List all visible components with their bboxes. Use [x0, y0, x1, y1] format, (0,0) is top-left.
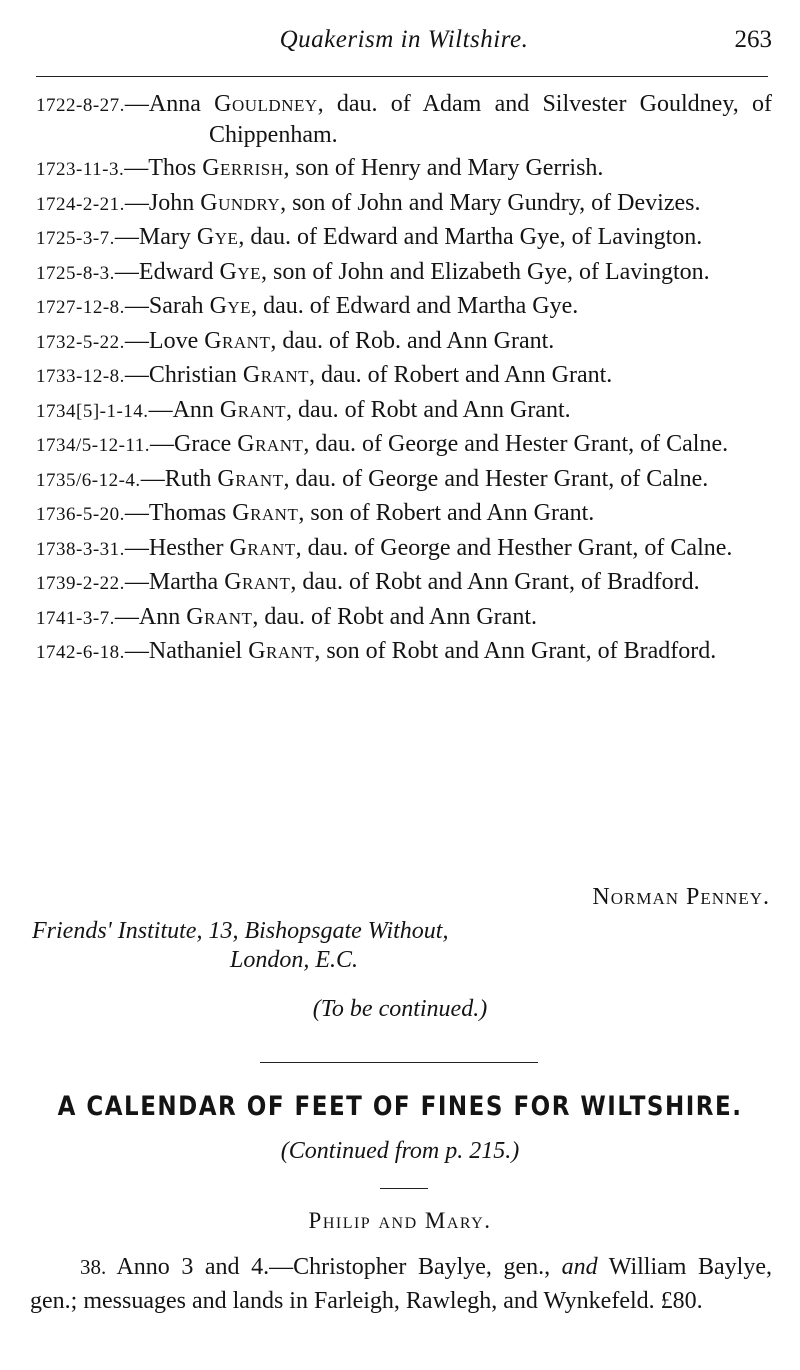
entry-first-name: —Ruth	[140, 465, 212, 492]
reign-heading: Philip and Mary.	[308, 1208, 492, 1233]
author-address-line-2: London, E.C.	[230, 947, 359, 973]
entry-first-name: —Anna	[124, 91, 201, 117]
entry-surname: Gundry	[200, 189, 281, 216]
fine-text-part-1: Anno 3 and 4.—Christopher Baylye, gen.,	[116, 1254, 551, 1280]
entry-date: 1725-8-3.	[36, 262, 115, 284]
entry-first-name: —Thos	[124, 155, 197, 181]
entry-surname: Grant	[217, 465, 284, 492]
entry-date: 1734[5]-1-14.	[36, 400, 149, 422]
entry-surname: Grant	[237, 431, 304, 457]
entry-date: 1738-3-31.	[36, 538, 125, 560]
fine-number: 38.	[80, 1255, 107, 1279]
entry-surname: Grant	[186, 603, 253, 630]
entry-details: , dau. of George and Hester Grant, of Calne.	[283, 465, 709, 492]
entry-first-name: —Grace	[149, 431, 232, 457]
entry-first-name: —Ann	[114, 603, 181, 630]
entry-first-name: —Christian	[124, 362, 237, 388]
entry-date: 1741-3-7.	[36, 607, 115, 629]
entry-details: , son of Henry and Mary Gerrish.	[283, 155, 604, 181]
entry-details: , dau. of Robert and Ann Grant.	[309, 362, 613, 388]
author-address-line-1: Friends' Institute, 13, Bishopsgate Without,	[32, 918, 449, 944]
page-number: 263	[734, 26, 772, 53]
entry-surname: Gye	[196, 224, 239, 250]
register-entry	[36, 327, 772, 358]
register-entry	[36, 292, 772, 323]
fine-conjunction: and	[561, 1254, 598, 1280]
entry-first-name: —Edward	[114, 258, 214, 285]
continued-note: (To be continued.)	[312, 996, 488, 1022]
short-divider	[380, 1188, 428, 1189]
register-entry	[36, 465, 772, 496]
entry-details: , son of John and Mary Gundry, of Devizes.	[280, 189, 701, 216]
entry-details: , dau. of Robt and Ann Grant, of Bradford.	[290, 569, 700, 595]
entry-details: , dau. of Edward and Martha Gye.	[251, 293, 579, 319]
section-divider	[260, 1062, 538, 1063]
entry-details: , dau. of Adam and Silvester Gouldney, of Chippenham.	[209, 91, 773, 148]
entry-surname: Gye	[209, 293, 252, 319]
entry-date: 1739-2-22.	[36, 573, 125, 594]
entry-details: , dau. of George and Hester Grant, of Calne.	[303, 431, 729, 457]
entry-date: 1733-12-8.	[36, 366, 125, 387]
entry-surname: Grant	[219, 396, 287, 423]
entry-details: , son of Robert and Ann Grant.	[298, 500, 595, 526]
fine-entry	[30, 1250, 772, 1318]
register-entry	[36, 361, 772, 392]
register-entry	[36, 154, 772, 185]
entry-date: 1732-5-22.	[36, 331, 125, 353]
entry-details: , dau. of Robt and Ann Grant.	[286, 396, 571, 423]
entry-surname: Gouldney	[214, 91, 318, 117]
entry-details: , dau. of Rob. and Ann Grant.	[270, 327, 555, 354]
entry-date: 1734/5-12-11.	[36, 435, 150, 456]
register-entry	[36, 534, 772, 565]
entry-first-name: —Sarah	[124, 293, 204, 319]
entry-date: 1735/6-12-4.	[36, 469, 141, 491]
entry-surname: Grant	[229, 534, 296, 561]
entry-first-name: —Thomas	[124, 500, 227, 526]
entry-date: 1723-11-3.	[36, 159, 125, 180]
header-rule	[36, 76, 768, 77]
entry-date: 1725-3-7.	[36, 228, 115, 249]
entry-first-name: —John	[124, 189, 195, 216]
entry-first-name: —Mary	[114, 224, 191, 250]
entry-date: 1736-5-20.	[36, 504, 125, 525]
entry-surname: Grant	[204, 327, 271, 354]
entry-first-name: —Hesther	[124, 534, 224, 561]
running-head	[36, 26, 772, 66]
author-signature: Norman Penney.	[592, 884, 770, 910]
entry-details: , son of Robt and Ann Grant, of Bradford.	[314, 638, 717, 664]
register-entry	[36, 637, 772, 668]
register-entry	[36, 430, 772, 461]
register-entry	[36, 603, 772, 634]
register-entry	[36, 568, 772, 599]
entry-details: , dau. of George and Hesther Grant, of Calne.	[295, 534, 733, 561]
section-title: A CALENDAR OF FEET OF FINES FOR WILTSHIRE.	[57, 1092, 743, 1122]
entry-details: , dau. of Edward and Martha Gye, of Lavington.	[238, 224, 703, 250]
entry-first-name: —Nathaniel	[124, 638, 243, 664]
entry-date: 1722-8-27.	[36, 95, 125, 116]
register-entry	[36, 258, 772, 289]
entry-surname: Grant	[232, 500, 299, 526]
entry-first-name: —Love	[124, 327, 199, 354]
birth-register-list	[36, 90, 772, 672]
register-entry	[36, 223, 772, 254]
entry-surname: Gye	[219, 258, 262, 285]
register-entry	[36, 396, 772, 427]
register-entry	[36, 90, 772, 150]
entry-details: , dau. of Robt and Ann Grant.	[252, 603, 537, 630]
entry-surname: Grant	[242, 362, 310, 388]
entry-first-name: —Martha	[124, 569, 219, 595]
entry-details: , son of John and Elizabeth Gye, of Lavington.	[261, 258, 710, 285]
fine-text-part-2: William Baylye, gen.; messuages and lands in Farleigh, Rawlegh, and Wynkefeld. £80.	[30, 1254, 772, 1314]
running-title: Quakerism in Wiltshire.	[279, 26, 529, 53]
entry-surname: Grant	[224, 569, 291, 595]
entry-surname: Grant	[248, 638, 315, 664]
register-entry	[36, 189, 772, 220]
entry-date: 1724-2-21.	[36, 193, 125, 215]
register-entry	[36, 499, 772, 530]
section-subtitle: (Continued from p. 215.)	[280, 1138, 520, 1164]
entry-first-name: —Ann	[148, 396, 214, 423]
entry-date: 1742-6-18.	[36, 642, 125, 663]
entry-surname: Gerrish	[202, 155, 284, 181]
entry-date: 1727-12-8.	[36, 297, 125, 318]
